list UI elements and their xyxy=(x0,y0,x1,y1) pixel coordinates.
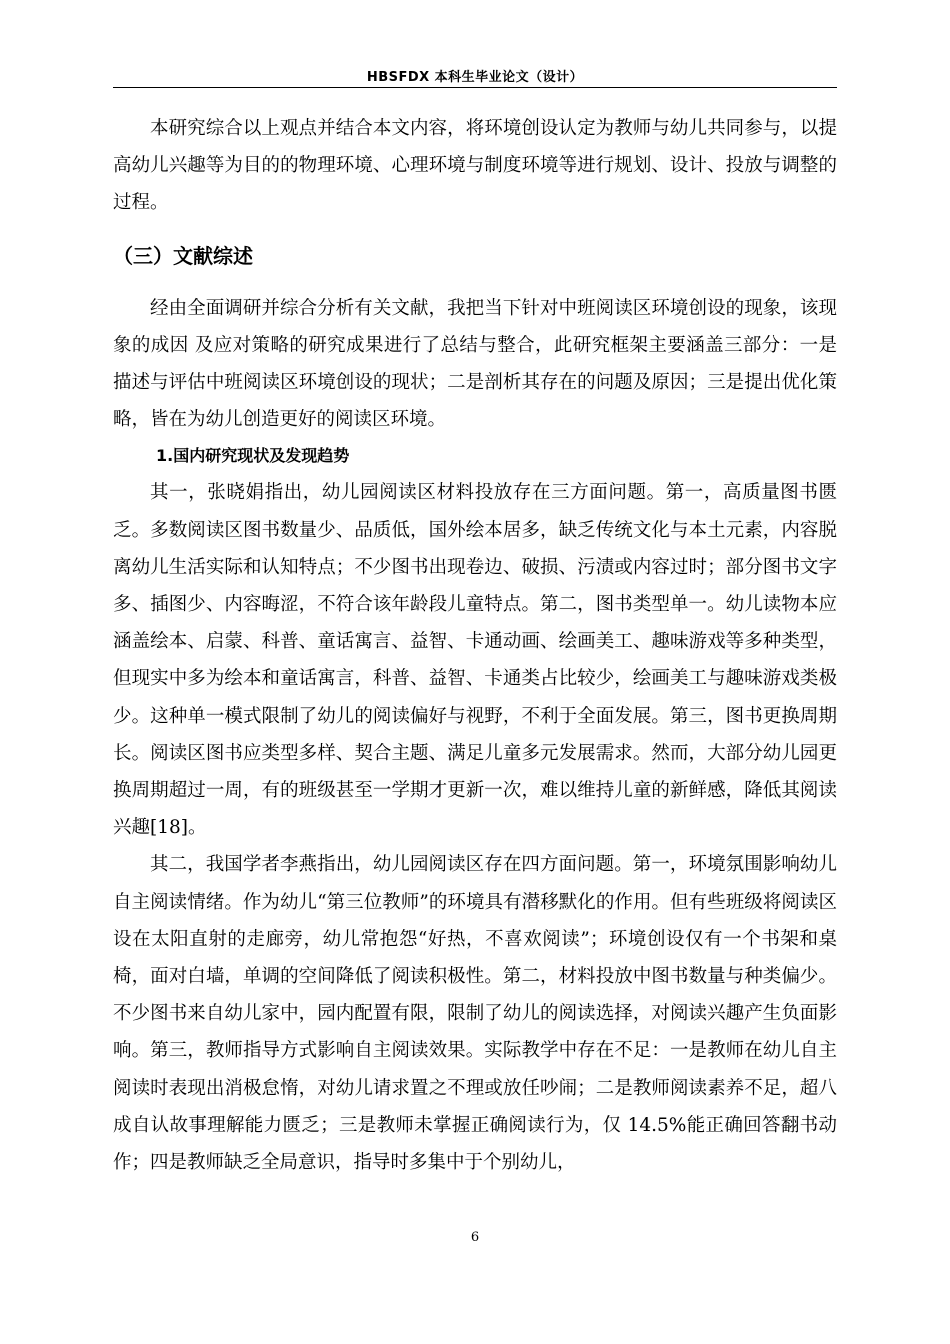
paragraph-li-yan: 其二，我国学者李燕指出，幼儿园阅读区存在四方面问题。第一，环境氛围影响幼儿自主阅读情绪。作为幼儿“第三位教师”的环境具有潜移默化的作用。但有些班级将阅读区设在太阳直射的走廊旁，幼儿常抱怨“好热，不喜欢阅读”；环境创设仅有一个书架和桌椅，面对白墙，单调的空间降低了阅读积极性。第二，材料投放中图书数量与种类偏少。不少图书来自幼儿家中，园内配置有限，限制了幼儿的阅读选择，对阅读兴趣产生负面影响。第三，教师指导方式影响自主阅读效果。实际教学中存在不足：一是教师在幼儿自主阅读时表现出消极怠惰，对幼儿请求置之不理或放任吵闹；二是教师阅读素养不足，超八成自认故事理解能力匮乏；三是教师未掌握正确阅读行为，仅 14.5%能正确回答翻书动作；四是教师缺乏全局意识，指导时多集中于个别幼儿， xyxy=(113,854,837,1174)
page-number: 6 xyxy=(470,1230,480,1245)
page-body xyxy=(113,110,837,1181)
paragraph-overview: 经由全面调研并综合分析有关文献，我把当下针对中班阅读区环境创设的现象，该现象的成因 及应对策略的研究成果进行了总结与整合，此研究框架主要涵盖三部分：一是描述与评估中班阅读区环境创设的现状；二是剖析其存在的问题及原因；三是提出优化策略，皆在为幼儿创造更好的阅读区环境。 xyxy=(113,297,837,431)
subsection-heading-domestic-research: 1.国内研究现状及发现趋势 xyxy=(156,446,350,466)
paragraph-zhang-xiaojuan: 其一，张晓娟指出，幼儿园阅读区材料投放存在三方面问题。第一，高质量图书匮乏。多数阅读区图书数量少、品质低，国外绘本居多，缺乏传统文化与本土元素，内容脱离幼儿生活实际和认知特点；不少图书出现卷边、破损、污渍或内容过时；部分图书文字多、插图少、内容晦涩，不符合该年龄段儿童特点。第二，图书类型单一。幼儿读物本应涵盖绘本、启蒙、科普、童话寓言、益智、卡通动画、绘画美工、趣味游戏等多种类型，但现实中多为绘本和童话寓言，科普、益智、卡通类占比较少，绘画美工与趣味游戏类极少。这种单一模式限制了幼儿的阅读偏好与视野，不利于全面发展。第三，图书更换周期长。阅读区图书应类型多样、契合主题、满足儿童多元发展需求。然而，大部分幼儿园更换周期超过一周，有的班级甚至一学期才更新一次，难以维持儿童的新鲜感，降低其阅读兴趣[18]。 xyxy=(113,482,837,839)
running-header: HBSFDX 本科生毕业论文（设计） xyxy=(366,70,584,85)
header-divider xyxy=(113,87,837,88)
section-heading-literature-review: （三）文献综述 xyxy=(113,243,253,268)
paragraph-definition: 本研究综合以上观点并结合本文内容，将环境创设认定为教师与幼儿共同参与，以提高幼儿兴趣等为目的的物理环境、心理环境与制度环境等进行规划、设计、投放与调整的过程。 xyxy=(113,118,837,214)
